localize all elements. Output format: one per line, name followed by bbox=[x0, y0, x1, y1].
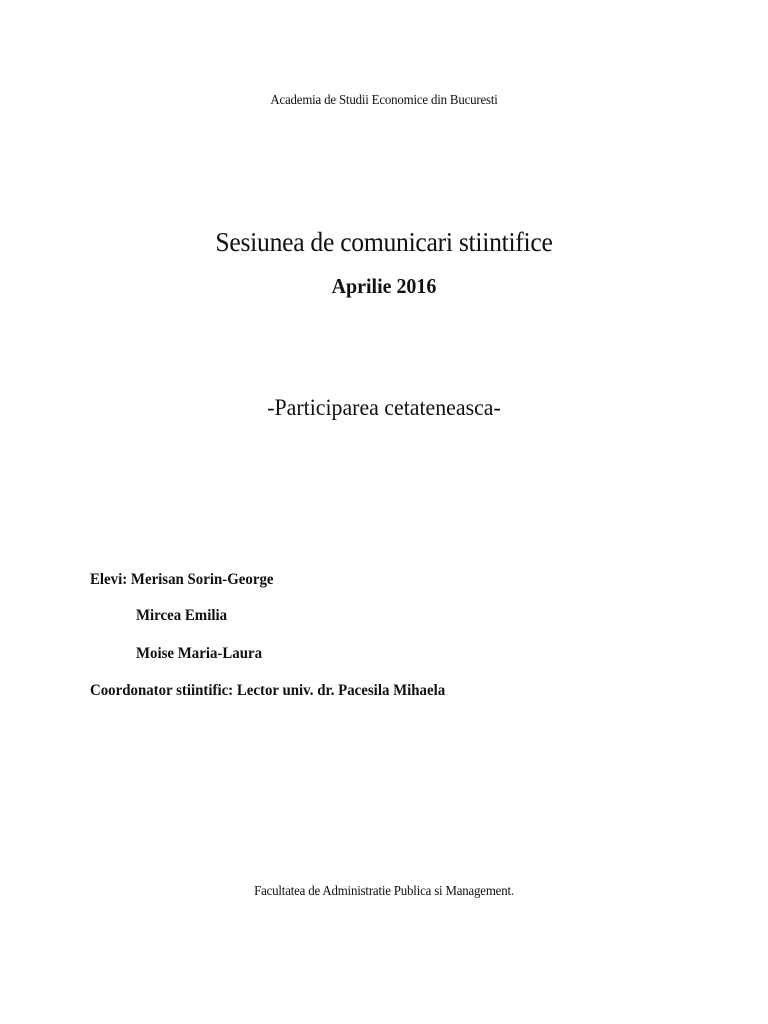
session-title: Sesiunea de comunicari stiintifice bbox=[215, 227, 553, 257]
institution-name: Academia de Studii Economice din Bucuresti bbox=[270, 93, 498, 108]
session-date: Aprilie 2016 bbox=[331, 274, 437, 298]
student-name: Moise Maria-Laura bbox=[136, 645, 263, 662]
paper-topic: -Participarea cetateneasca- bbox=[267, 395, 501, 420]
coordinator-label: Coordonator stiintific: bbox=[90, 682, 234, 699]
students-line bbox=[90, 571, 273, 589]
faculty-name: Facultatea de Administratie Publica si Management. bbox=[254, 884, 514, 899]
student-name: Merisan Sorin-George bbox=[130, 571, 274, 588]
coordinator-name: Lector univ. dr. Pacesila Mihaela bbox=[236, 682, 446, 699]
student-name: Mircea Emilia bbox=[136, 607, 228, 624]
students-label: Elevi: bbox=[90, 571, 128, 588]
coordinator-line bbox=[90, 682, 445, 700]
